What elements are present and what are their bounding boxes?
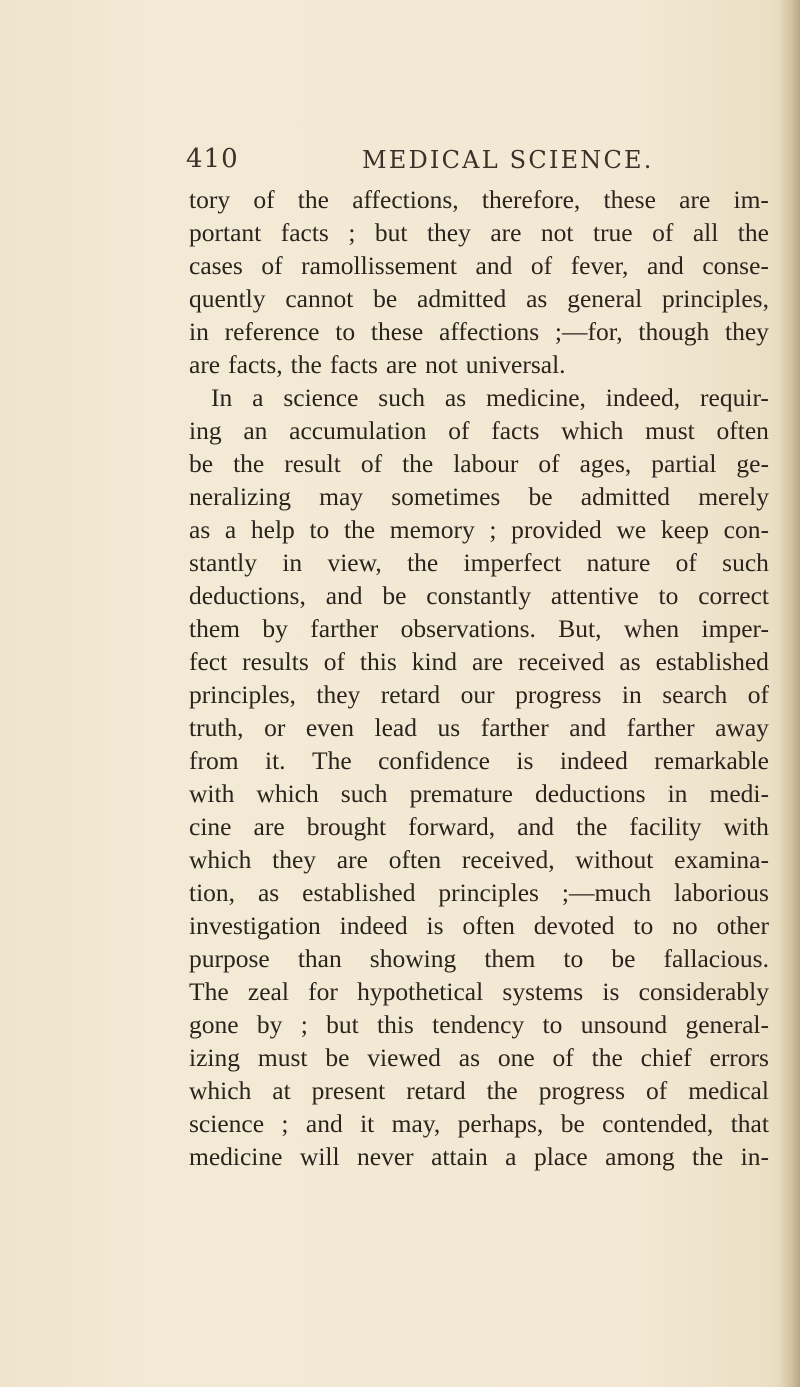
text-line: gone by ; but this tendency to unsound general- — [189, 1010, 769, 1039]
text-line: are facts, the facts are not universal. — [189, 350, 566, 379]
text-line: neralizing may sometimes be admitted merely — [189, 482, 769, 511]
text-line: izing must be viewed as one of the chief errors — [189, 1043, 769, 1072]
text-line: tion, as established principles ;—much laborious — [189, 878, 769, 907]
body-text — [189, 183, 769, 1173]
text-line: them by farther observations. But, when imper- — [189, 614, 769, 643]
text-line: tory of the affections, therefore, these are im- — [189, 185, 769, 214]
text-line: principles, they retard our progress in search of — [189, 680, 769, 709]
text-line: investigation indeed is often devoted to no other — [189, 911, 769, 940]
text-line: truth, or even lead us farther and farther away — [189, 713, 769, 742]
page-number: 410 — [186, 144, 239, 174]
text-line: portant facts ; but they are not true of all the — [189, 218, 769, 247]
text-line: as a help to the memory ; provided we keep con- — [189, 515, 769, 544]
text-line: In a science such as medicine, indeed, requir- — [211, 383, 769, 412]
page-edge — [778, 0, 800, 1387]
text-line: which at present retard the progress of medical — [189, 1076, 769, 1105]
text-line: stantly in view, the imperfect nature of such — [189, 548, 769, 577]
text-line: quently cannot be admitted as general principles, — [189, 284, 769, 313]
text-line: from it. The confidence is indeed remarkable — [189, 746, 769, 775]
text-line: which they are often received, without examina- — [189, 845, 769, 874]
text-line: science ; and it may, perhaps, be contended, that — [189, 1109, 769, 1138]
text-line: purpose than showing them to be fallacious. — [189, 944, 769, 973]
text-line: in reference to these affections ;—for, though they — [189, 317, 769, 346]
page-header — [0, 138, 800, 178]
text-line: deductions, and be constantly attentive to correct — [189, 581, 769, 610]
text-line: cine are brought forward, and the facility with — [189, 812, 769, 841]
text-line: The zeal for hypothetical systems is considerably — [189, 977, 769, 1006]
text-line: with which such premature deductions in medi- — [189, 779, 769, 808]
text-line: be the result of the labour of ages, partial ge- — [189, 449, 769, 478]
text-line: cases of ramollissement and of fever, and conse- — [189, 251, 769, 280]
text-line: medicine will never attain a place among the in- — [189, 1142, 769, 1171]
text-line: fect results of this kind are received as established — [189, 647, 769, 676]
running-head: MEDICAL SCIENCE. — [362, 146, 654, 174]
text-line: ing an accumulation of facts which must often — [189, 416, 769, 445]
